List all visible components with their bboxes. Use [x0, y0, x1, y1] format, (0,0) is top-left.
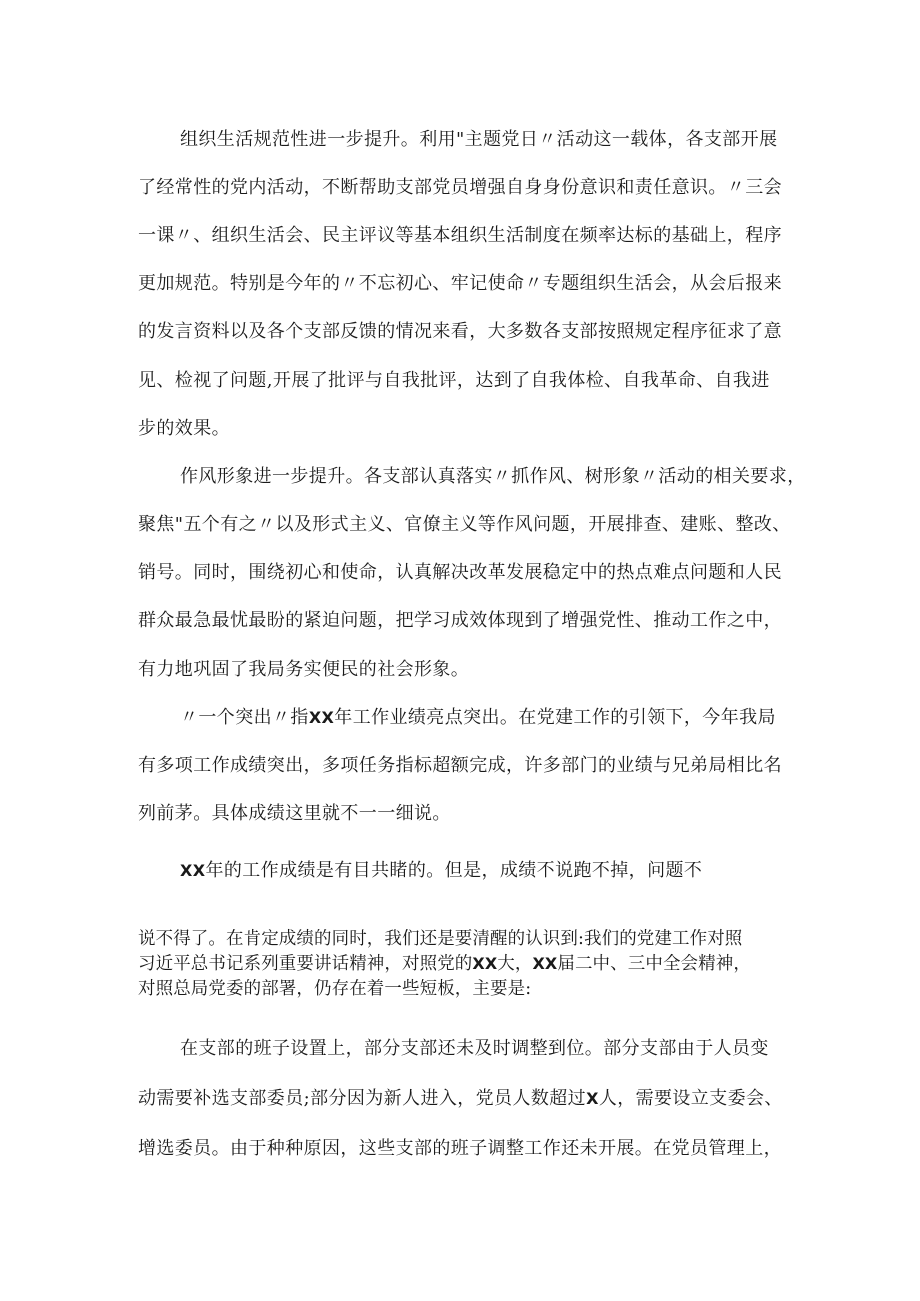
paragraph-3-line-3: 列前茅。具体成绩这里就不一一细说。 — [138, 803, 451, 824]
paragraph-5-line-2-post: 届二中、三中全会精神， — [557, 954, 751, 974]
paragraph-3-line-1-pre: 〃一个突出〃指 — [180, 707, 309, 728]
paragraph-1-line-4: 更加规范。特别是今年的〃不忘初心、牢记使命〃专题组织生活会，从会后报来 — [138, 273, 782, 294]
paragraph-4-year-placeholder: XX — [180, 861, 206, 880]
paragraph-1-line-1: 组织生活规范性进一步提升。利用"主题党日〃活动这一载体，各支部开展 — [180, 129, 778, 150]
paragraph-2-line-2: 聚焦"五个有之〃以及形式主义、官僚主义等作风问题，开展排查、建账、整改、 — [138, 514, 791, 535]
paragraph-2-line-3: 销号。同时，围绕初心和使命，认真解决改革发展稳定中的热点难点问题和人民 — [138, 562, 782, 583]
paragraph-5-line-2 — [138, 952, 798, 976]
paragraph-5-line-3: 对照总局党委的部署，仍存在着一些短板，主要是: — [138, 979, 532, 999]
paragraph-3-line-1 — [180, 706, 840, 730]
paragraph-6-line-2 — [138, 1087, 798, 1111]
paragraph-4-line-1 — [180, 859, 840, 883]
paragraph-2-line-5: 有力地巩固了我局务实便民的社会形象。 — [138, 659, 470, 680]
paragraph-2-line-4: 群众最急最忧最盼的紧迫问题，把学习成效体现到了增强党性、推动工作之中， — [138, 610, 782, 631]
paragraph-6-count-placeholder: X — [586, 1089, 599, 1108]
paragraph-3-year-placeholder: XX — [308, 708, 335, 727]
paragraph-5-line-1: 说不得了。在肯定成绩的同时，我们还是要清醒的认识到:我们的党建工作对照 — [138, 929, 743, 949]
paragraph-1-line-7: 步的效果。 — [138, 418, 230, 439]
paragraph-1-line-6: 见、检视了问题,开展了批评与自我批评，达到了自我体检、自我革命、自我进 — [138, 370, 770, 391]
paragraph-5-line-2-mid: 大， — [497, 954, 533, 974]
paragraph-5-session-placeholder: XX — [532, 954, 558, 973]
paragraph-6-line-3: 增选委员。由于种种原因，这些支部的班子调整工作还未开展。在党员管理上， — [138, 1138, 782, 1159]
paragraph-5-congress-placeholder: XX — [472, 954, 498, 973]
paragraph-1-line-3: 一课〃、组织生活会、民主评议等基本组织生活制度在频率达标的基础上，程序 — [138, 225, 782, 246]
paragraph-1-line-5: 的发言资料以及各个支部反馈的情况来看，大多数各支部按照规定程序征求了意 — [138, 321, 782, 342]
paragraph-3-line-1-post: 年工作业绩亮点突出。在党建工作的引领下，今年我局 — [334, 707, 776, 728]
paragraph-1-line-2: 了经常性的党内活动，不断帮助支部党员增强自身身份意识和责任意识。〃三会 — [138, 177, 782, 198]
paragraph-3-line-2: 有多项工作成绩突出，多项任务指标超额完成，许多部门的业绩与兄弟局相比名 — [138, 755, 782, 776]
paragraph-6-line-2-post: 人，需要设立支委会、 — [598, 1088, 783, 1109]
paragraph-4-line-1-post: 年的工作成绩是有目共睹的。但是，成绩不说跑不掉，问题不 — [205, 860, 703, 881]
paragraph-5-line-2-pre: 习近平总书记系列重要讲话精神，对照党的 — [138, 954, 473, 974]
paragraph-6-line-1: 在支部的班子设置上，部分支部还未及时调整到位。部分支部由于人员变 — [180, 1038, 769, 1059]
paragraph-6-line-2-pre: 动需要补选支部委员;部分因为新人进入，党员人数超过 — [138, 1088, 587, 1109]
paragraph-2-line-1: 作风形象进一步提升。各支部认真落实〃抓作风、树形象〃活动的相关要求， — [180, 466, 806, 487]
